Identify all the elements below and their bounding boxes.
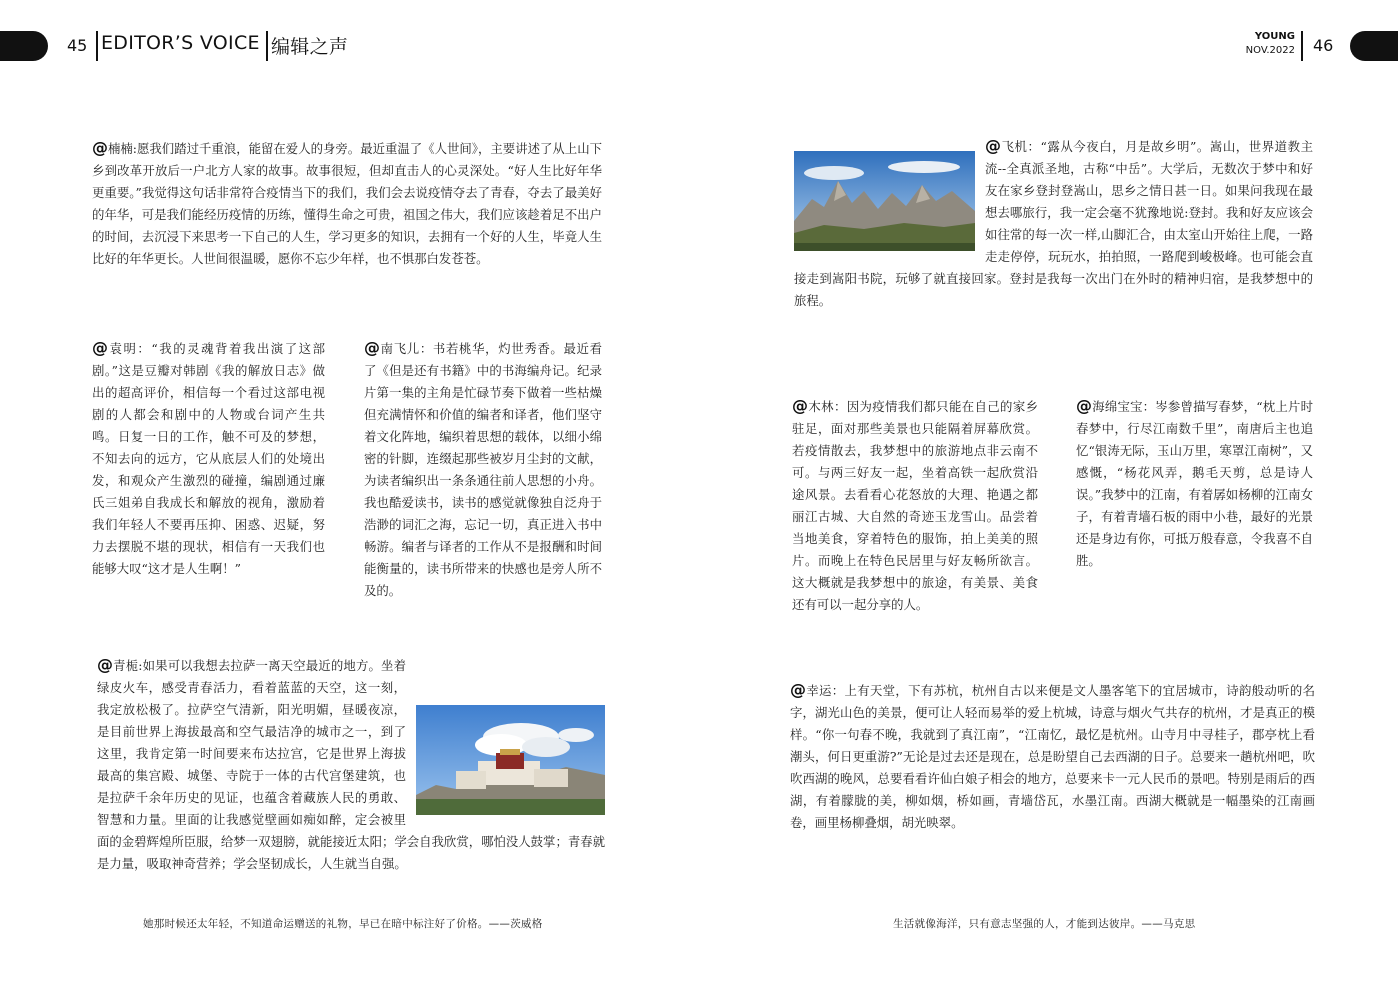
at-icon: @ xyxy=(792,396,808,415)
header-divider xyxy=(1301,31,1303,61)
left-page-number: 45 xyxy=(67,36,88,55)
entry-text: 楠楠:愿我们踏过千重浪，能留在爱人的身旁。最近重温了《人世间》，主要讲述了从上山下乡到改革开放后一户北方人家的故事。故事很短，但却直击人的心灵深处。“好人生比好年华更重要。”我觉得这句话非常符合疫情当下的我们，我们会去说疫情夺去了青春，夺去了最美好的年华，可是我们能经历疫情的历练，懂得生命之可贵，祖国之伟大，我们应该趁着足不出户的时间，去沉浸下来思考一下自己的人生，学习更多的知识，去拥有一个好的人生，毕竟人生比好的年华更长。人世间很温暖，愿你不忘少年样，也不惧那白发苍苍。 xyxy=(92,141,602,266)
entry-nanfeier xyxy=(364,337,602,602)
entry-text: 木林：因为疫情我们都只能在自己的家乡驻足，面对那些美景也只能隔着屏幕欣赏。若疫情散去，我梦想中的旅游地点非云南不可。与两三好友一起，坐着高铁一起欣赏沿途风景。去看看心花怒放的大理、艳遇之都丽江古城、大自然的奇迹玉龙雪山。品尝着当地美食，穿着特色的服饰，拍上美美的照片。而晚上在特色民居里与好友畅所欲言。这大概就是我梦想中的旅途，有美景、美食还有可以一起分享的人。 xyxy=(792,399,1038,612)
at-icon: @ xyxy=(790,680,806,699)
entry-text: 幸运：上有天堂，下有苏杭，杭州自古以来便是文人墨客笔下的宜居城市，诗韵般动听的名字，湖光山色的美景，便可让人轻而易举的爱上杭城，诗意与烟火气共存的杭州，才是真正的模样。“你一句春不晚，我就到了真江南”，“江南忆，最忆是杭州。山寺月中寻桂子，郡亭枕上看潮头，何日更重游?”无论是过去还是现在，总是盼望自己去西湖的日子。总要来一趟杭州吧，吹吹西湖的晚风，总要看看许仙白娘子相会的地方，总要来卡一元人民币的景吧。特别是雨后的西湖，有着朦胧的美，柳如烟，桥如画，青墙岱瓦，水墨江南。西湖大概就是一幅墨染的江南画卷，画里杨柳叠烟，胡光映翠。 xyxy=(790,683,1315,830)
left-page-tab xyxy=(0,31,48,61)
at-icon: @ xyxy=(92,138,108,157)
entry-feiji xyxy=(794,135,1313,312)
section-title-cn: 编辑之声 xyxy=(271,36,349,58)
at-icon: @ xyxy=(364,338,380,357)
right-page-number: 46 xyxy=(1313,36,1334,55)
footer-quote-right: 生活就像海洋，只有意志坚强的人，才能到达彼岸。——马克思 xyxy=(893,918,1196,930)
header-divider xyxy=(266,31,268,61)
magazine-name: YOUNG xyxy=(1254,31,1295,42)
potala-palace-photo xyxy=(416,705,605,815)
palace-image xyxy=(416,705,605,815)
entry-text: 南飞儿：书若桃华，灼世秀香。最近看了《但是还有书籍》中的书海编舟记。纪录片第一集的主角是忙碌节奏下做着一些枯燥但充满情怀和价值的编者和译者，他们坚守着文化阵地，编织着思想的载体，以细小绵密的针脚，连缀起那些被岁月尘封的文献，为读者编织出一条条通往前人思想的小舟。我也酷爱读书，读书的感觉就像独自泛舟于浩渺的词汇之海，忘记一切，真正进入书中畅游。编者与译者的工作从不是报酬和时间能衡量的，读书所带来的快感也是旁人所不及的。 xyxy=(364,341,602,598)
mountain-image xyxy=(794,151,975,251)
entry-xingyun xyxy=(790,679,1315,834)
entry-text: 袁明：“我的灵魂背着我出演了这部剧。”这是豆瓣对韩剧《我的解放日志》做出的超高评价，相信每一个看过这部电视剧的人都会和剧中的人物或台词产生共鸣。日复一日的工作，触不可及的梦想，不知去向的远方，它从底层人们的处境出发，和观众产生激烈的碰撞，编剧通过廉氏三姐弟自我成长和解放的视角，激励着我们年轻人不要再压抑、困惑、迟疑，努力去摆脱不堪的现状，相信有一天我们也能够大叹“这才是人生啊！” xyxy=(92,341,325,576)
footer-quote-left: 她那时候还太年轻，不知道命运赠送的礼物，早已在暗中标注好了价格。——茨威格 xyxy=(143,918,543,930)
at-icon: @ xyxy=(985,136,1001,155)
entry-mulin xyxy=(792,395,1038,616)
section-title-en: EDITOR’S VOICE xyxy=(101,32,260,54)
right-page-tab xyxy=(1350,31,1398,61)
mountain-landscape-photo xyxy=(794,151,975,251)
entry-text: 海绵宝宝：岑参曾描写春梦，“枕上片时春梦中，行尽江南数千里”，南唐后主也追忆“银涛无际，玉山万里，寒罩江南树”，又感慨，“杨花风弄，鹅毛天剪，总是诗人误。”我梦中的江南，有着孱如杨柳的江南女子，有着青墙石板的雨中小巷，最好的光景还是身边有你，可抵万般春意，令我喜不自胜。 xyxy=(1076,399,1313,568)
at-icon: @ xyxy=(1076,396,1092,415)
entry-qingzhi xyxy=(97,654,605,875)
header-divider xyxy=(96,31,98,61)
entry-text: 飞机：“露从今夜白，月是故乡明”。嵩山，世界道教主流--全真派圣地，古称“中岳”。大学后，无数次于梦中和好友在家乡登封登嵩山，思乡之情日甚一日。如果问我现在最想去哪旅行，我一定会毫不犹豫地说:登封。我和好友应该会如往常的每一次一样,山脚汇合，由太室山开始往上爬，一路走走停停，玩玩水，拍拍照，一路爬到峻极峰。也可能会直接走到嵩阳书院，玩够了就直接回家。登封是我每一次出门在外时的精神归宿，是我梦想中的旅程。 xyxy=(794,139,1313,308)
at-icon: @ xyxy=(97,655,113,674)
entry-yuanming xyxy=(92,337,325,580)
entry-nannan xyxy=(92,137,602,270)
at-icon: @ xyxy=(92,338,108,357)
entry-haimian xyxy=(1076,395,1313,572)
issue-date: NOV.2022 xyxy=(1245,45,1295,56)
entry-text: 青栀:如果可以我想去拉萨一离天空最近的地方。坐着绿皮火车，感受青春活力，看着蓝蓝的天空，这一刻，我定放松极了。拉萨空气清新，阳光明媚，昼暖夜凉，是目前世界上海拔最高和空气最洁净的城市之一，到了这里，我肯定第一时间要来布达拉宫，它是世界上海拔最高的集宫殿、城堡、寺院于一体的古代宫堡建筑，也是拉萨千余年历史的见证，也蕴含着藏族人民的勇敢、智慧和力量。里面的让我感觉壁画如痴如醉，定会被里面的金碧辉煌所臣服，给梦一双翅膀，就能接近太阳；学会自我欣赏，哪怕没人鼓掌；青春就是力量，吸取神奇营养；学会坚韧成长，人生就当自强。 xyxy=(97,658,606,871)
